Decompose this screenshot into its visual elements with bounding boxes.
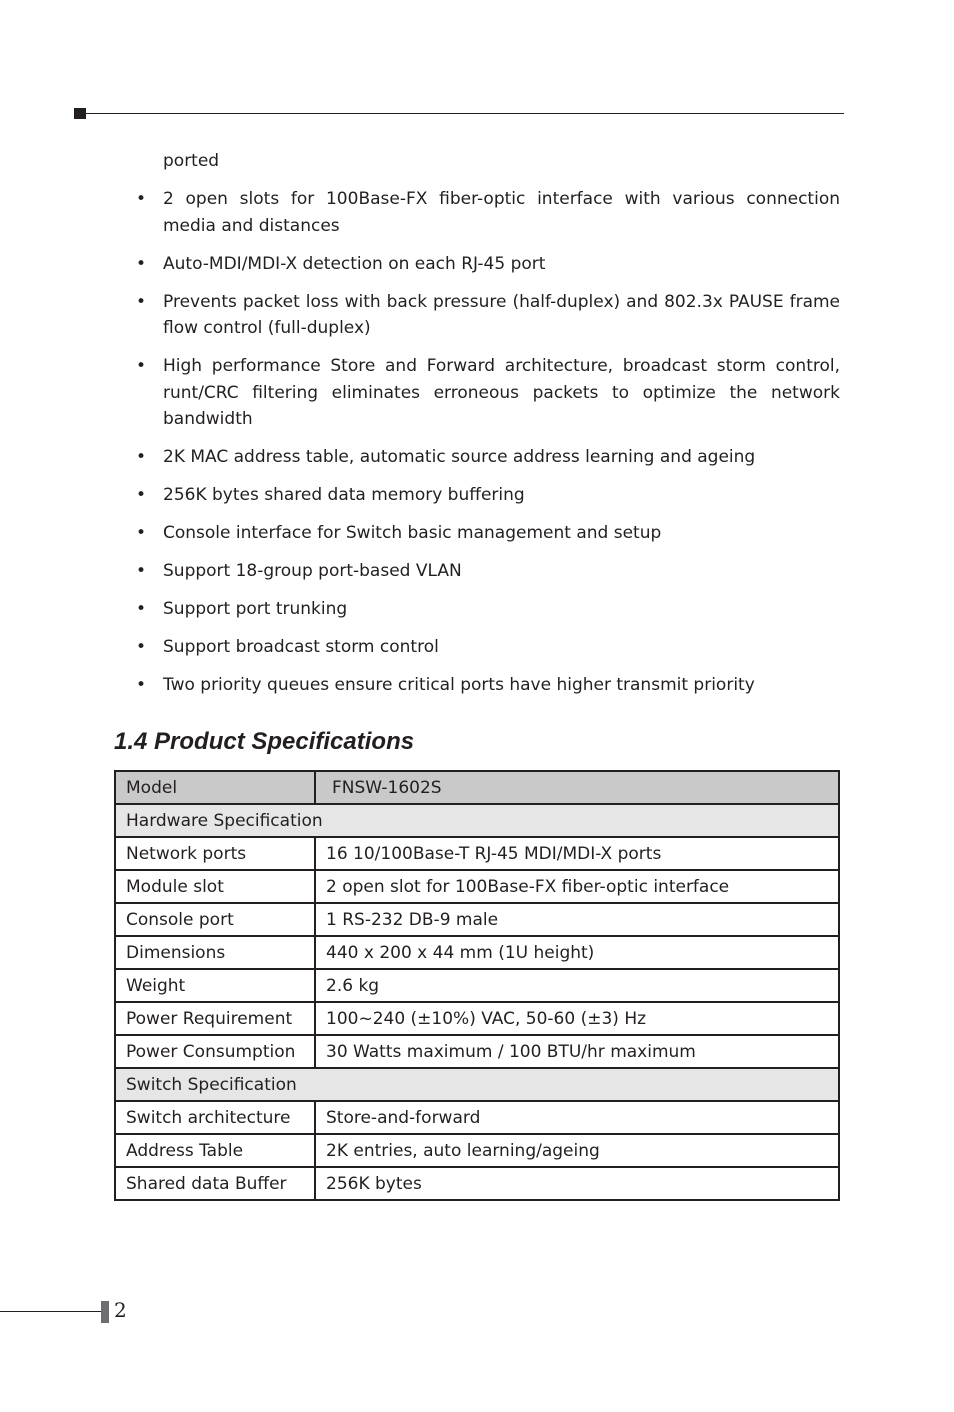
table-row <box>115 1101 839 1134</box>
table-header-value: FNSW-1602S <box>315 771 839 804</box>
spec-key: Switch architecture <box>115 1101 315 1134</box>
spec-key: Module slot <box>115 870 315 903</box>
bullet-icon: • <box>136 485 147 505</box>
feature-text: High performance Store and Forward architecture, broadcast storm control, runt/CRC filtering eliminates erroneous packets to optimize the network bandwidth <box>163 356 840 429</box>
spec-key: Dimensions <box>115 936 315 969</box>
table-group-row <box>115 1068 839 1101</box>
spec-key: Power Requirement <box>115 1002 315 1035</box>
feature-item <box>136 289 840 342</box>
spec-value: 2.6 kg <box>315 969 839 1002</box>
feature-item <box>136 558 840 585</box>
feature-item <box>136 353 840 433</box>
feature-text: 2K MAC address table, automatic source address learning and ageing <box>163 447 756 467</box>
feature-item <box>136 634 840 661</box>
header-marker <box>74 108 86 119</box>
table-header-row <box>115 771 839 804</box>
table-row <box>115 903 839 936</box>
table-group-row <box>115 804 839 837</box>
spec-value: 2K entries, auto learning/ageing <box>315 1134 839 1167</box>
bullet-icon: • <box>136 253 147 274</box>
spec-key: Console port <box>115 903 315 936</box>
spec-key: Weight <box>115 969 315 1002</box>
table-header-key: Model <box>115 771 315 804</box>
table-row <box>115 1002 839 1035</box>
bullet-icon: • <box>136 189 147 209</box>
feature-text: Console interface for Switch basic management and setup <box>163 523 662 543</box>
bullet-icon: • <box>136 561 147 581</box>
table-row <box>115 837 839 870</box>
bullet-icon: • <box>136 523 147 543</box>
table-row <box>115 1134 839 1167</box>
spec-value: 2 open slot for 100Base-FX fiber-optic interface <box>315 870 839 903</box>
spec-value: Store-and-forward <box>315 1101 839 1134</box>
bullet-icon: • <box>136 675 147 695</box>
group-heading-hardware: Hardware Specification <box>115 804 839 837</box>
feature-text: 256K bytes shared data memory buffering <box>163 485 525 505</box>
feature-item <box>136 596 840 623</box>
feature-item <box>136 186 840 239</box>
feature-item <box>136 251 840 278</box>
header-rule <box>86 113 844 114</box>
feature-list <box>136 186 840 710</box>
continued-text: ported <box>163 151 220 171</box>
page-number: 2 <box>114 1298 127 1322</box>
group-heading-switch: Switch Specification <box>115 1068 839 1101</box>
spec-table <box>114 770 840 1201</box>
spec-key: Address Table <box>115 1134 315 1167</box>
feature-item <box>136 482 840 509</box>
table-row <box>115 969 839 1002</box>
feature-text: Auto-MDI/MDI-X detection on each RJ-45 port <box>163 253 546 274</box>
table-row <box>115 1035 839 1068</box>
table-row <box>115 1167 839 1200</box>
table-row <box>115 936 839 969</box>
spec-key: Power Consumption <box>115 1035 315 1068</box>
feature-item <box>136 520 840 547</box>
bullet-icon: • <box>136 637 147 657</box>
section-title: 1.4 Product Specifications <box>114 728 415 755</box>
spec-value: 440 x 200 x 44 mm (1U height) <box>315 936 839 969</box>
bullet-icon: • <box>136 599 147 619</box>
spec-value: 100~240 (±10%) VAC, 50-60 (±3) Hz <box>315 1002 839 1035</box>
feature-text: Prevents packet loss with back pressure (half-duplex) and 802.3x PAUSE frame flow control (full-duplex) <box>163 291 840 338</box>
spec-key: Network ports <box>115 837 315 870</box>
bullet-icon: • <box>136 447 147 467</box>
feature-text: Support broadcast storm control <box>163 637 439 657</box>
footer-rule <box>0 1311 101 1312</box>
feature-text: 2 open slots for 100Base-FX fiber-optic interface with various connection media and distances <box>163 189 840 236</box>
bullet-icon: • <box>136 291 147 312</box>
feature-text: Two priority queues ensure critical ports have higher transmit priority <box>163 675 755 695</box>
spec-key: Shared data Buffer <box>115 1167 315 1200</box>
feature-text: Support port trunking <box>163 599 348 619</box>
spec-value: 1 RS-232 DB-9 male <box>315 903 839 936</box>
feature-item <box>136 672 840 699</box>
feature-text: Support 18-group port-based VLAN <box>163 561 462 581</box>
feature-item <box>136 444 840 471</box>
spec-value: 256K bytes <box>315 1167 839 1200</box>
footer-marker <box>101 1301 109 1323</box>
table-row <box>115 870 839 903</box>
spec-value: 16 10/100Base-T RJ-45 MDI/MDI-X ports <box>315 837 839 870</box>
bullet-icon: • <box>136 356 147 376</box>
spec-value: 30 Watts maximum / 100 BTU/hr maximum <box>315 1035 839 1068</box>
